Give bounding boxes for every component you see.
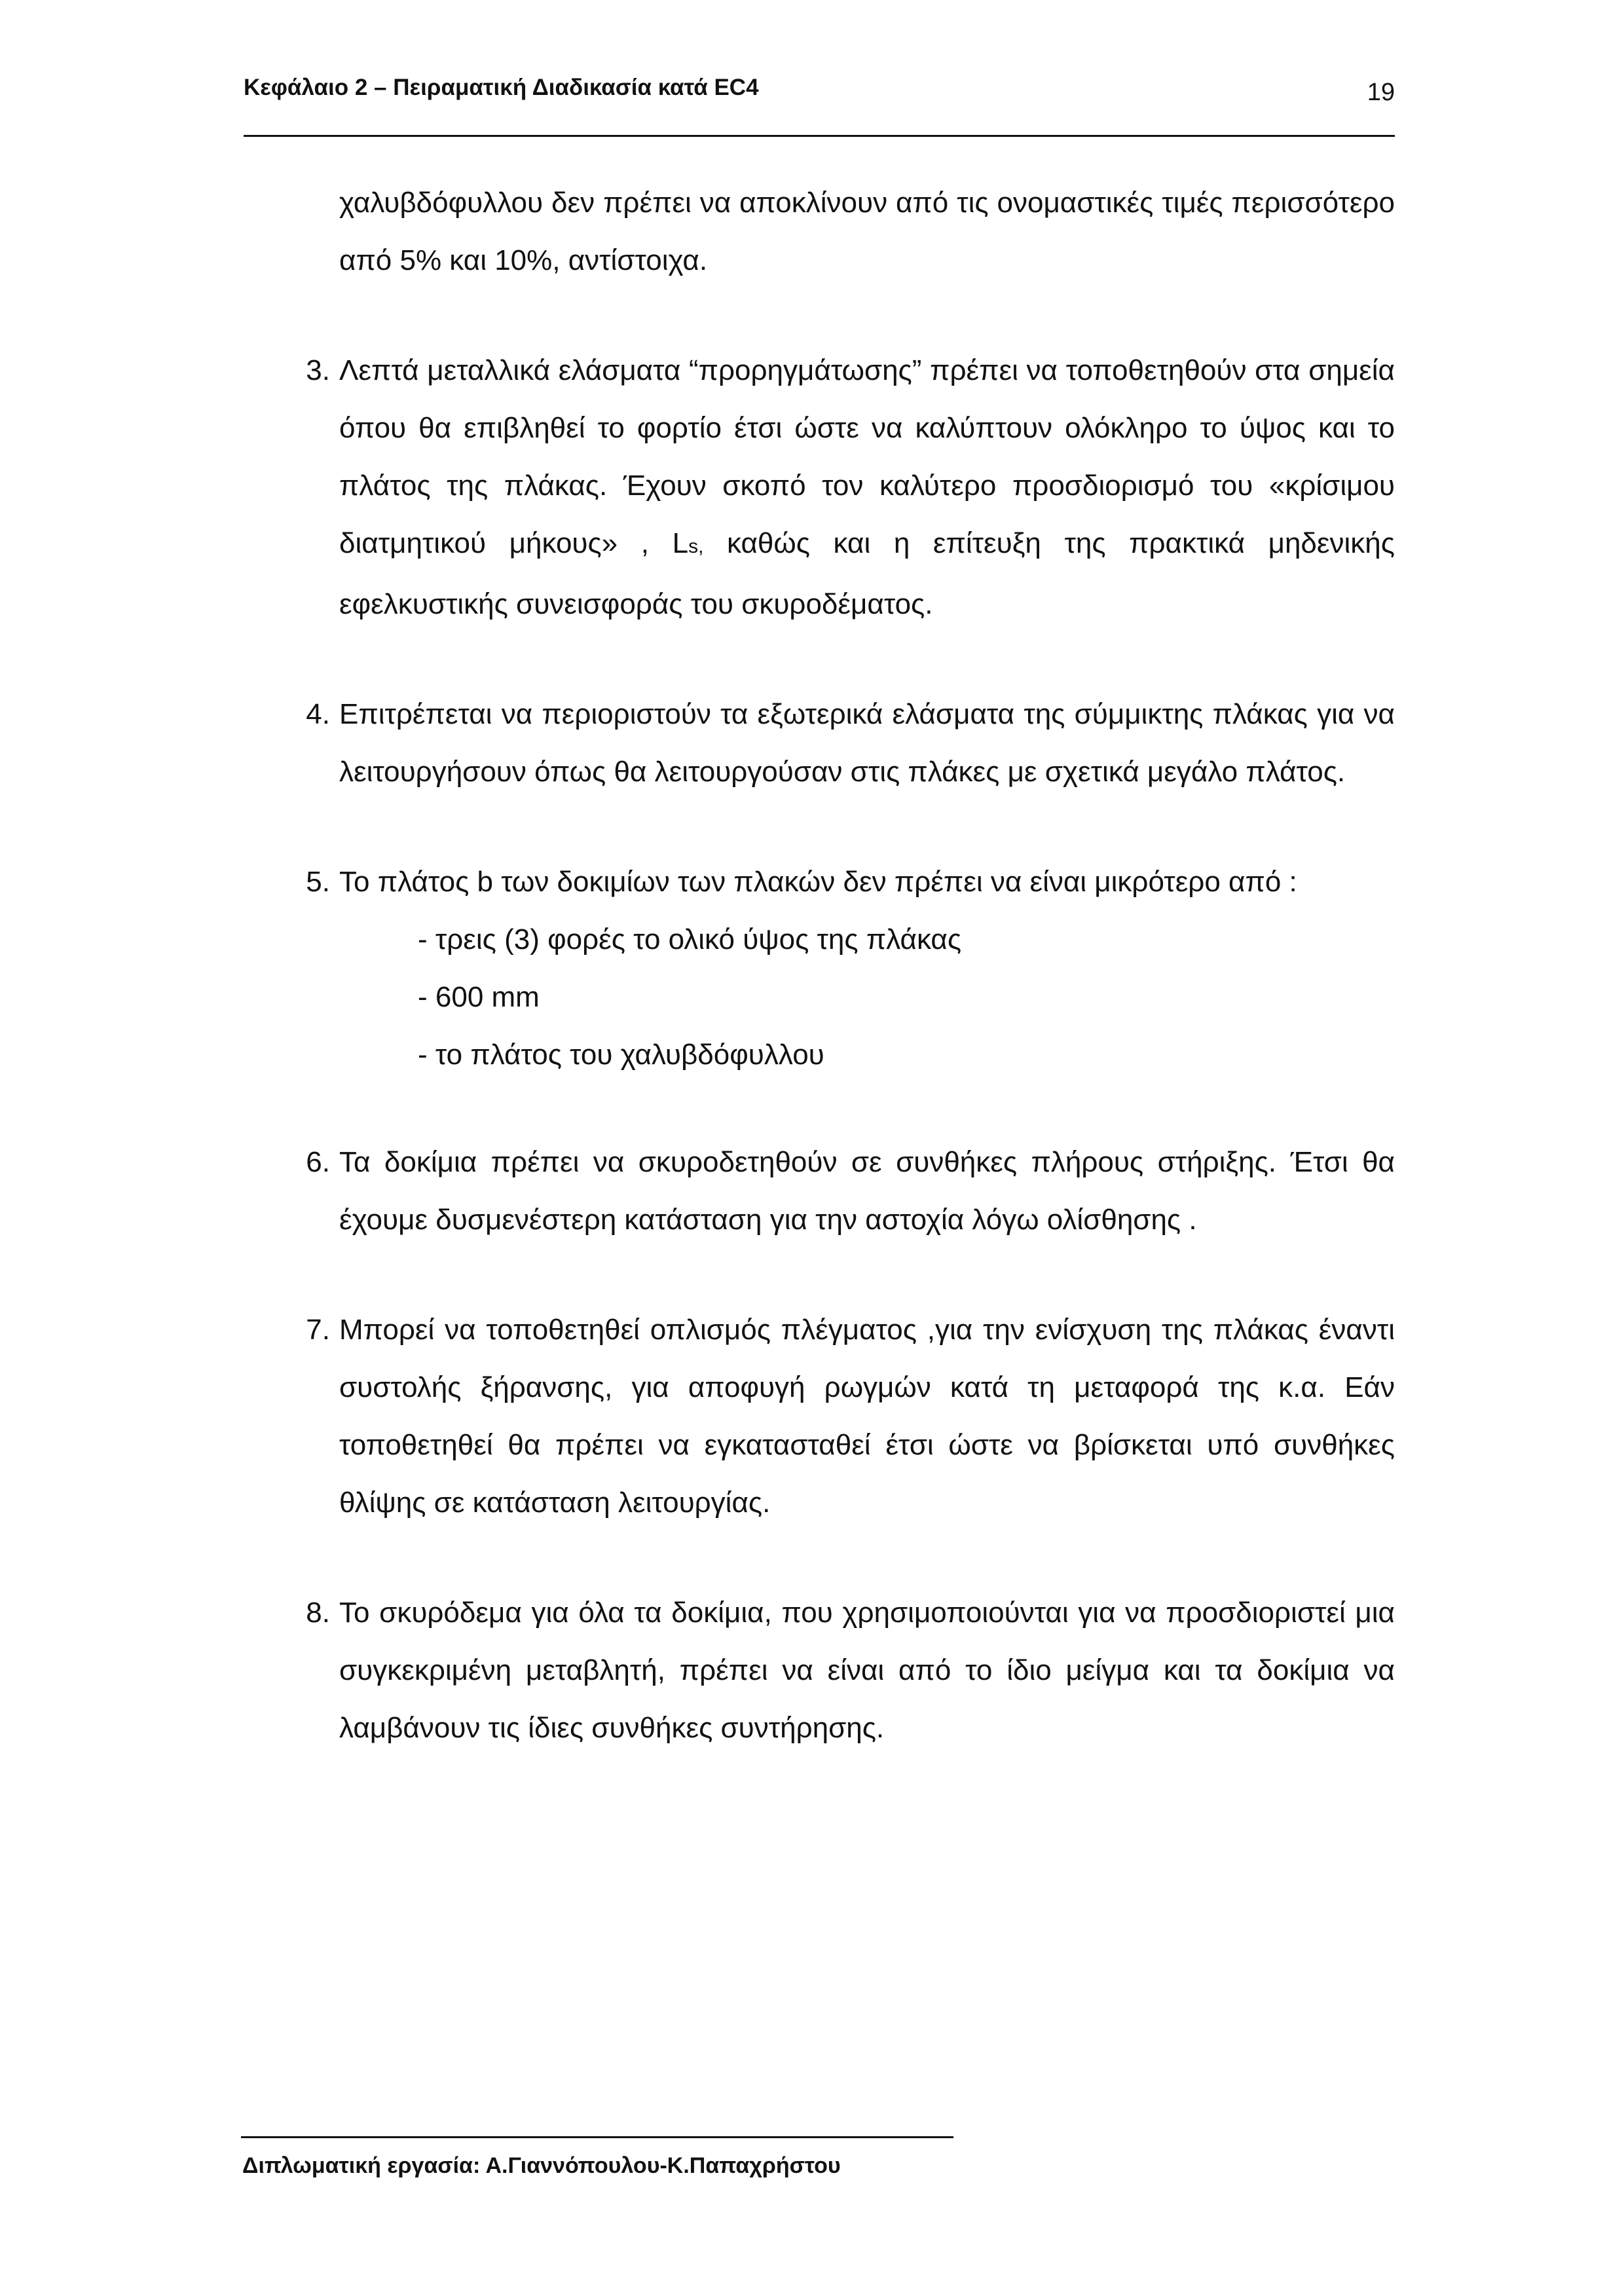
sub-list-item: - 600 mm — [418, 981, 540, 1013]
page-header — [244, 71, 1395, 136]
list-item-7 — [306, 1301, 1395, 1532]
list-item-5 — [306, 853, 1395, 1084]
item-number: 6. — [306, 1146, 330, 1178]
footer-divider — [241, 2136, 953, 2138]
footer-authors: Διπλωματική εργασία: Α.Γιαννόπουλου-Κ.Παπαχρήστου — [242, 2153, 841, 2178]
item-text: Το πλάτος b των δοκιμίων των πλακών δεν πρέπει να είναι μικρότερο από : — [339, 866, 1297, 898]
continuation-paragraph: χαλυβδόφυλλου δεν πρέπει να αποκλίνουν από τις ονομαστικές τιμές περισσότερο από 5% και 10%, αντίστοιχα. — [339, 187, 1395, 276]
item-text: Τα δοκίμια πρέπει να σκυροδετηθούν σε συνθήκες πλήρους στήριξης. Έτσι θα έχουμε δυσμενέστερη κατάσταση για την αστοχία λόγω ολίσθησης . — [339, 1146, 1395, 1236]
list-item-4 — [306, 686, 1395, 801]
item-number: 8. — [306, 1597, 330, 1629]
item-number: 7. — [306, 1314, 330, 1346]
sub-list-item: - το πλάτος του χαλυβδόφυλλου — [418, 1039, 824, 1071]
sub-list — [339, 911, 1395, 1084]
page-number: 19 — [1367, 79, 1395, 106]
sub-list-item: - τρεις (3) φορές το ολικό ύψος της πλάκας — [418, 923, 962, 955]
item-text: Λεπτά μεταλλικά ελάσματα “προρηγμάτωσης” πρέπει να τοποθετηθούν στα σημεία όπου θα επιβληθεί το φορτίο έτσι ώστε να καλύπτουν ολόκληρο το ύψος και το πλάτος της πλάκας. Έχουν σκοπό τον καλύτερο προσδιορισμό του «κρίσιμου διατμητικού μήκους» , Ls, καθώς και η επίτευξη της πρακτικά μηδενικής εφελκυστικής συνεισφοράς του σκυροδέματος. — [339, 354, 1395, 620]
list-item-3 — [306, 342, 1395, 633]
item-number: 3. — [306, 354, 330, 386]
header-divider — [244, 135, 1395, 137]
item-number: 4. — [306, 698, 330, 730]
item-text: Μπορεί να τοποθετηθεί οπλισμός πλέγματος ,για την ενίσχυση της πλάκας έναντι συστολής ξήρανσης, για αποφυγή ρωγμών κατά τη μεταφορά της κ.α. Εάν τοποθετηθεί θα πρέπει να εγκατασταθεί έτσι ώστε να βρίσκεται υπό συνθήκες θλίψης σε κατάσταση λειτουργίας. — [339, 1314, 1395, 1519]
list-item-6 — [306, 1134, 1395, 1249]
subscript: s, — [688, 536, 704, 557]
list-item-8 — [306, 1584, 1395, 1757]
item-text: Το σκυρόδεμα για όλα τα δοκίμια, που χρησιμοποιούνται για να προσδιοριστεί μια συγκεκριμένη μεταβλητή, πρέπει να είναι από το ίδιο μείγμα και τα δοκίμια να λαμβάνουν τις ίδιες συνθήκες συντήρησης. — [339, 1597, 1395, 1744]
chapter-title: Κεφάλαιο 2 – Πειραματική Διαδικασία κατά ΕC4 — [244, 75, 759, 100]
item-number: 5. — [306, 866, 330, 898]
document-body — [306, 174, 1395, 1757]
item-text: Επιτρέπεται να περιοριστούν τα εξωτερικά ελάσματα της σύμμικτης πλάκας για να λειτουργήσουν όπως θα λειτουργούσαν στις πλάκες με σχετικά μεγάλο πλάτος. — [339, 698, 1395, 788]
